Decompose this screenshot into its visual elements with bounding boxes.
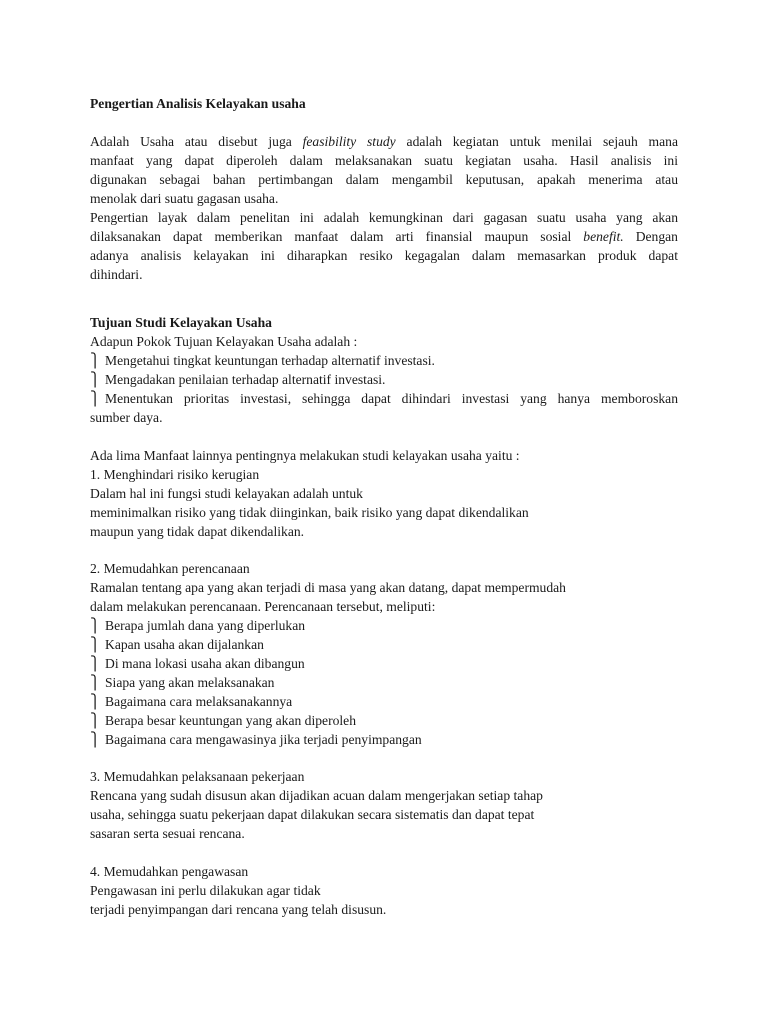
numbered-heading: 3. Memudahkan pelaksanaan pekerjaan — [90, 769, 305, 784]
paragraph-line: sumber daya. — [90, 410, 163, 425]
paragraph-line: manfaat yang dapat diperoleh dalam melaksanakan suatu kegiatan usaha. Hasil analisis ini — [90, 153, 678, 168]
list-item — [90, 730, 422, 749]
bullet-icon: ⎫ — [90, 391, 101, 406]
list-item-text: Kapan usaha akan dijalankan — [105, 637, 264, 652]
text-run: adalah kegiatan untuk menilai sejauh mana — [406, 134, 678, 149]
bullet-icon: ⎫ — [90, 732, 101, 747]
paragraph-line — [90, 132, 678, 151]
section-heading: Pengertian Analisis Kelayakan usaha — [90, 96, 306, 111]
list-item-text: Mengadakan penilaian terhadap alternatif investasi. — [105, 372, 386, 387]
bullet-icon: ⎫ — [90, 637, 101, 652]
text-run: dilaksanakan dapat memberikan manfaat dalam arti finansial maupun sosial — [90, 229, 572, 244]
list-item-text: Siapa yang akan melaksanakan — [105, 675, 275, 690]
paragraph-line: dihindari. — [90, 267, 143, 282]
italic-term: feasibility study — [302, 134, 396, 149]
list-item — [90, 616, 305, 635]
paragraph-line — [90, 227, 678, 246]
italic-term: benefit. — [583, 229, 624, 244]
section-heading: Tujuan Studi Kelayakan Usaha — [90, 315, 272, 330]
paragraph-line: sasaran serta sesuai rencana. — [90, 826, 245, 841]
numbered-heading: 1. Menghindari risiko kerugian — [90, 467, 260, 482]
list-item — [90, 635, 264, 654]
paragraph-line: adanya analisis kelayakan ini diharapkan resiko kegagalan dalam memasarkan produk dapat — [90, 248, 678, 263]
list-item — [90, 692, 292, 711]
paragraph-line: meminimalkan risiko yang tidak diinginkan, baik risiko yang dapat dikendalikan — [90, 505, 529, 520]
paragraph-line: Ada lima Manfaat lainnya pentingnya melakukan studi kelayakan usaha yaitu : — [90, 448, 520, 463]
list-item — [90, 370, 385, 389]
list-item — [90, 654, 305, 673]
list-item-text: Berapa jumlah dana yang diperlukan — [105, 618, 306, 633]
paragraph-line: Ramalan tentang apa yang akan terjadi di masa yang akan datang, dapat mempermudah — [90, 580, 566, 595]
list-item — [90, 351, 435, 370]
list-item-text: Menentukan prioritas investasi, sehingga dapat dihindari investasi yang hanya memboroskan — [105, 391, 678, 406]
paragraph-line: Dalam hal ini fungsi studi kelayakan adalah untuk — [90, 486, 363, 501]
paragraph-line: terjadi penyimpangan dari rencana yang telah disusun. — [90, 902, 387, 917]
paragraph-line: menolak dari suatu gagasan usaha. — [90, 191, 279, 206]
paragraph-line: Rencana yang sudah disusun akan dijadikan acuan dalam mengerjakan setiap tahap — [90, 788, 543, 803]
paragraph-line: digunakan sebagai bahan pertimbangan dalam mengambil keputusan, apakah menerima atau — [90, 172, 678, 187]
list-item-text: Berapa besar keuntungan yang akan diperoleh — [105, 713, 357, 728]
text-run: Adalah Usaha atau disebut juga — [90, 134, 292, 149]
bullet-icon: ⎫ — [90, 675, 101, 690]
numbered-heading: 2. Memudahkan perencanaan — [90, 561, 250, 576]
list-item-text: Mengetahui tingkat keuntungan terhadap alternatif investasi. — [105, 353, 435, 368]
paragraph-line: Adapun Pokok Tujuan Kelayakan Usaha adalah : — [90, 334, 358, 349]
paragraph-line: usaha, sehingga suatu pekerjaan dapat dilakukan secara sistematis dan dapat tepat — [90, 807, 535, 822]
list-item — [90, 673, 274, 692]
list-item-text: Di mana lokasi usaha akan dibangun — [105, 656, 305, 671]
list-item-text: Bagaimana cara mengawasinya jika terjadi penyimpangan — [105, 732, 422, 747]
bullet-icon: ⎫ — [90, 372, 101, 387]
bullet-icon: ⎫ — [90, 656, 101, 671]
bullet-icon: ⎫ — [90, 694, 101, 709]
paragraph-line: Pengawasan ini perlu dilakukan agar tidak — [90, 883, 321, 898]
paragraph-line: maupun yang tidak dapat dikendalikan. — [90, 524, 305, 539]
bullet-icon: ⎫ — [90, 618, 101, 633]
paragraph-line: Pengertian layak dalam penelitan ini adalah kemungkinan dari gagasan suatu usaha yang akan — [90, 210, 678, 225]
bullet-icon: ⎫ — [90, 353, 101, 368]
paragraph-line: dalam melakukan perencanaan. Perencanaan tersebut, meliputi: — [90, 599, 436, 614]
list-item — [90, 711, 356, 730]
numbered-heading: 4. Memudahkan pengawasan — [90, 864, 249, 879]
text-run: Dengan — [635, 229, 678, 244]
list-item — [90, 389, 678, 408]
list-item-text: Bagaimana cara melaksanakannya — [105, 694, 293, 709]
bullet-icon: ⎫ — [90, 713, 101, 728]
